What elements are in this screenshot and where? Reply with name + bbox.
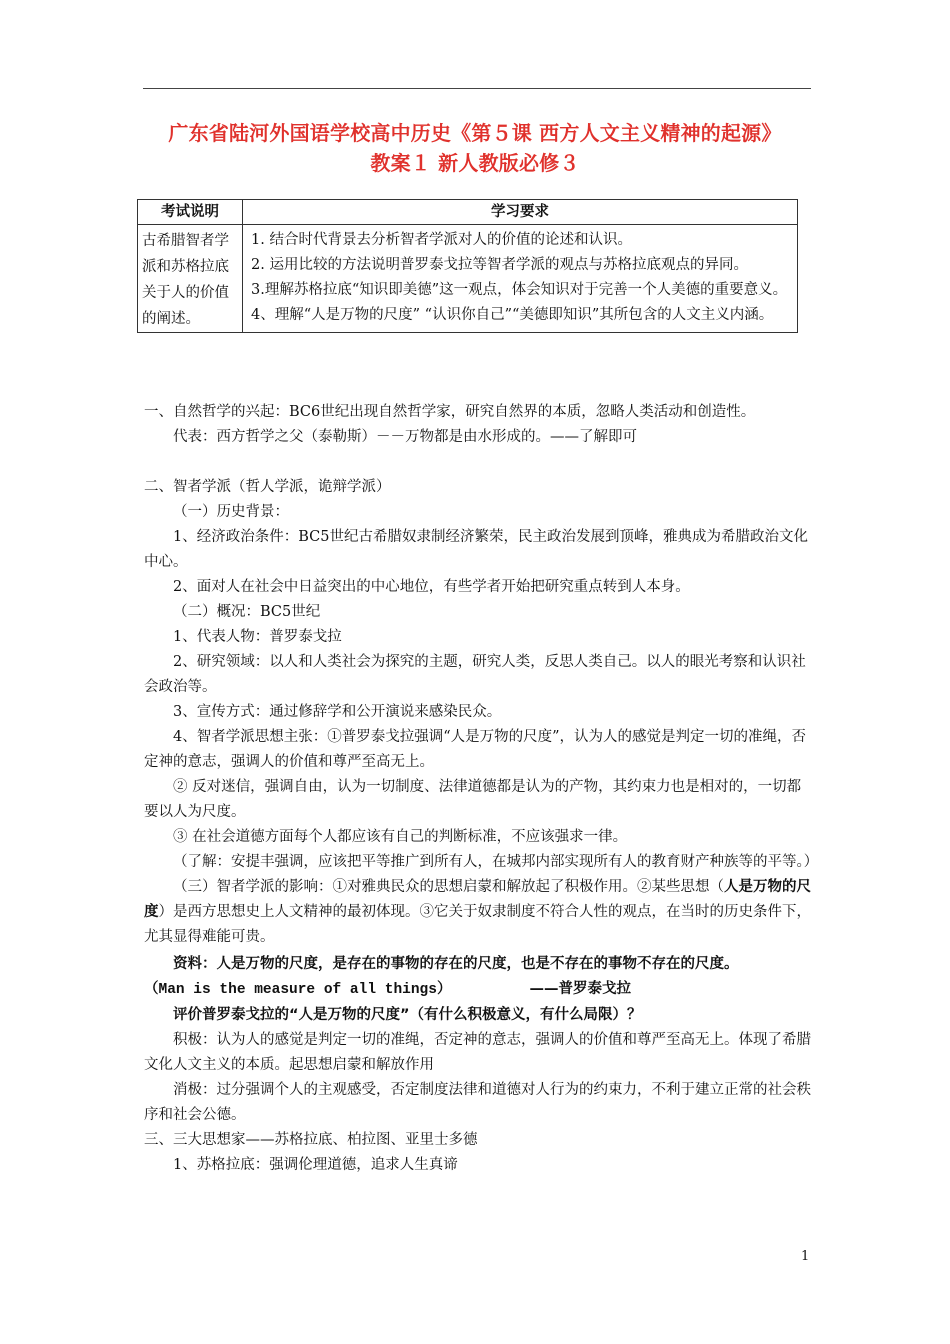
section3-heading: 三、三大思想家——苏格拉底、柏拉图、亚里士多德: [144, 1132, 478, 1148]
overview-note: （了解：安提丰强调，应该把平等推广到所有人，在城邦内部实现所有人的教育财产种族等的平等。）: [173, 854, 819, 870]
influence-bold-phrase: 人是万物的尺度: [144, 879, 811, 920]
page-number: 1: [801, 1249, 810, 1264]
overview-item-4: 4、智者学派思想主张：①普罗泰戈拉强调“人是万物的尺度”，认为人的感觉是判定一切的准绳，否定神的意志，强调人的价值和尊严至高无上。: [144, 729, 807, 770]
section1-representative: 代表：西方哲学之父（泰勒斯）－－万物都是由水形成的。——了解即可: [173, 429, 637, 445]
document-title-line1: 广东省陆河外国语学校高中历史《第５课 西方人文主义精神的起源》: [168, 121, 782, 145]
requirements-cell: [243, 225, 798, 333]
background-item-2: 2、面对人在社会中日益突出的中心地位，有些学者开始把研究重点转到人本身。: [173, 579, 690, 595]
document-title-line2: 教案１ 新人教版必修３: [370, 151, 580, 175]
evaluation-question: 评价普罗泰戈拉的“人是万物的尺度”（有什么积极意义，有什么局限）？: [173, 1007, 642, 1023]
overview-heading: （二）概况：BC5世纪: [173, 604, 321, 620]
requirement-item: 2. 运用比较的方法说明普罗泰戈拉等智者学派的观点与苏格拉底观点的异同。: [251, 257, 748, 273]
overview-item-3: 3、宣传方式：通过修辞学和公开演说来感染民众。: [173, 704, 502, 720]
overview-item-4c: ③ 在社会道德方面每个人都应该有自己的判断标准，不应该强求一律。: [173, 829, 628, 845]
section2-heading: 二、智者学派（哲人学派，诡辩学派）: [144, 479, 391, 495]
overview-item-1: 1、代表人物：普罗泰戈拉: [173, 629, 342, 645]
document-body: [144, 400, 819, 1178]
exam-description-cell: 古希腊智者学派和苏格拉底关于人的价值的阐述。: [138, 225, 243, 333]
material-english-line: [144, 977, 814, 1003]
table-row: [138, 225, 798, 333]
material-quote: 资料：人是万物的尺度，是存在的事物的存在的尺度，也是不存在的事物不存在的尺度。: [173, 956, 739, 972]
material-source: ——普罗泰戈拉: [529, 981, 631, 997]
section3-item-1: 1、苏格拉底：强调伦理道德，追求人生真谛: [173, 1157, 458, 1173]
influence-text-a: （三）智者学派的影响：①对雅典民众的思想启蒙和解放起了积极作用。②某些思想（: [173, 879, 724, 895]
evaluation-positive: 积极：认为人的感觉是判定一切的准绳，否定神的意志，强调人的价值和尊严至高无上。体现了希腊文化人文主义的本质。起思想启蒙和解放作用: [144, 1032, 811, 1073]
evaluation-negative: 消极：过分强调个人的主观感受，否定制度法律和道德对人行为的约束力，不利于建立正常的社会秩序和社会公德。: [144, 1082, 811, 1123]
requirement-item: 1. 结合时代背景去分析智者学派对人的价值的论述和认识。: [251, 232, 632, 248]
background-heading: （一）历史背景：: [173, 504, 289, 520]
overview-item-2: 2、研究领域：以人和人类社会为探究的主题，研究人类，反思人类自己。以人的眼光考察和认识社会政治等。: [144, 654, 806, 695]
requirement-item: 4、理解“人是万物的尺度” “认识你自己”“美德即知识”其所包含的人文主义内涵。: [251, 307, 774, 323]
section1-heading: 一、自然哲学的兴起：BC6世纪出现自然哲学家，研究自然界的本质，忽略人类活动和创造性。: [144, 404, 756, 420]
material-english: （Man is the measure of all things）: [144, 982, 452, 998]
overview-item-4b: ② 反对迷信，强调自由，认为一切制度、法律道德都是认为的产物，其约束力也是相对的，一切都要以人为尺度。: [144, 779, 802, 820]
table-header-exam: 考试说明: [138, 200, 243, 225]
background-item-1: 1、经济政治条件：BC5世纪古希腊奴隶制经济繁荣，民主政治发展到顶峰，雅典成为希腊政治文化中心。: [144, 529, 808, 570]
requirements-table: [137, 199, 798, 333]
influence-paragraph: [144, 875, 814, 950]
influence-text-b: ）是西方思想史上人文精神的最初体现。③它关于奴隶制度不符合人性的观点，在当时的历史条件下，尤其显得难能可贵。: [144, 904, 811, 945]
requirement-item: 3.理解苏格拉底“知识即美德”这一观点，体会知识对于完善一个人美德的重要意义。: [251, 282, 788, 298]
table-header-row: [138, 200, 798, 225]
header-rule: [143, 88, 811, 89]
table-header-requirements: 学习要求: [243, 200, 798, 225]
